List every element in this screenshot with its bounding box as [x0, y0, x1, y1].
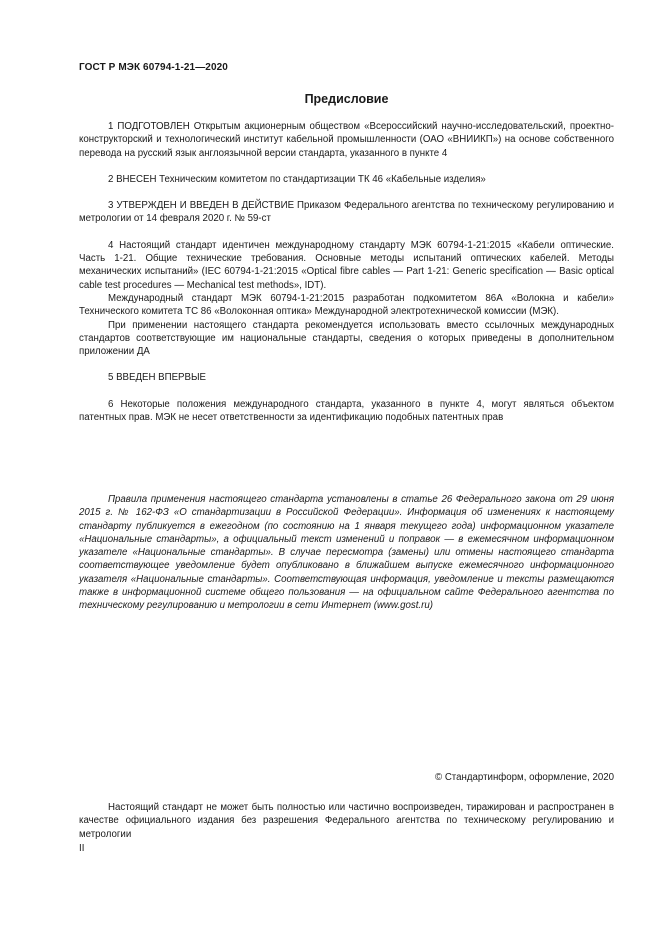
paragraph-4b: Международный стандарт МЭК 60794-1-21:2015 разработан подкомитетом 86А «Волокна и кабели» Технического комитета ТС 86 «Волоконная оптика» Международной электротехнической комиссии (МЭК).	[79, 292, 614, 318]
page-title: Предисловие	[304, 92, 389, 106]
paragraph-1: 1 ПОДГОТОВЛЕН Открытым акционерным обществом «Всероссийский научно-исследовательский, проектно-конструкторский и технологический институт кабельной промышленности (ОАО «ВНИИКП») на основе собственного перевода на русский язык англоязычной версии стандарта, указанного в пункте 4	[79, 121, 614, 159]
reproduction-notice: Настоящий стандарт не может быть полностью или частично воспроизведен, тиражирован и распространен в качестве официального издания без разрешения Федерального агентства по техническому регулированию и метрологии	[79, 802, 614, 840]
paragraph-2: 2 ВНЕСЕН Техническим комитетом по стандартизации ТК 46 «Кабельные изделия»	[108, 173, 486, 185]
paragraph-6: 6 Некоторые положения международного стандарта, указанного в пункте 4, могут являться объектом патентных прав. МЭК не несет ответственности за идентификацию подобных патентных прав	[79, 398, 614, 424]
paragraph-4a: 4 Настоящий стандарт идентичен международному стандарту МЭК 60794-1-21:2015 «Кабели оптические. Часть 1-21. Общие технические требования. Основные методы испытаний оптических кабелей. Методы механических испытаний» (IEC 60794-1-21:2015 «Optical fibre cables — Part 1-21: Generic specification — Basic optical cable test procedures — Mechanical test methods», IDT).	[79, 239, 614, 291]
paragraph-4c: При применении настоящего стандарта рекомендуется использовать вместо ссылочных международных стандартов соответствующие им национальные стандарты, сведения о которых приведены в дополнительном приложении ДА	[79, 319, 614, 358]
foreword-body	[79, 120, 614, 424]
application-rules-notice: Правила применения настоящего стандарта установлены в статье 26 Федерального закона от 29 июня 2015 г. № 162-ФЗ «О стандартизации в Российской Федерации». Информация об изменениях к настоящему стандарту публикуется в ежегодном (по состоянию на 1 января текущего года) информационном указателе «Национальные стандарты», а официальный текст изменений и поправок — в ежемесячном информационном указателе «Национальные стандарты». В случае пересмотра (замены) или отмены настоящего стандарта соответствующее уведомление будет опубликовано в ближайшем выпуске ежемесячного информационного указателя «Национальные стандарты». Соответствующая информация, уведомление и тексты размещаются также в информационной системе общего пользования — на официальном сайте Федерального агентства по техническому регулированию и метрологии в сети Интернет (www.gost.ru)	[79, 494, 614, 612]
document-id-header: ГОСТ Р МЭК 60794-1-21—2020	[79, 62, 228, 73]
paragraph-3: 3 УТВЕРЖДЕН И ВВЕДЕН В ДЕЙСТВИЕ Приказом Федерального агентства по техническому регулированию и метрологии от 14 февраля 2020 г. № 59-ст	[79, 200, 614, 225]
paragraph-5: 5 ВВЕДЕН ВПЕРВЫЕ	[108, 372, 207, 384]
copyright-line: © Стандартинформ, оформление, 2020	[434, 772, 614, 783]
page-number: II	[79, 843, 85, 854]
